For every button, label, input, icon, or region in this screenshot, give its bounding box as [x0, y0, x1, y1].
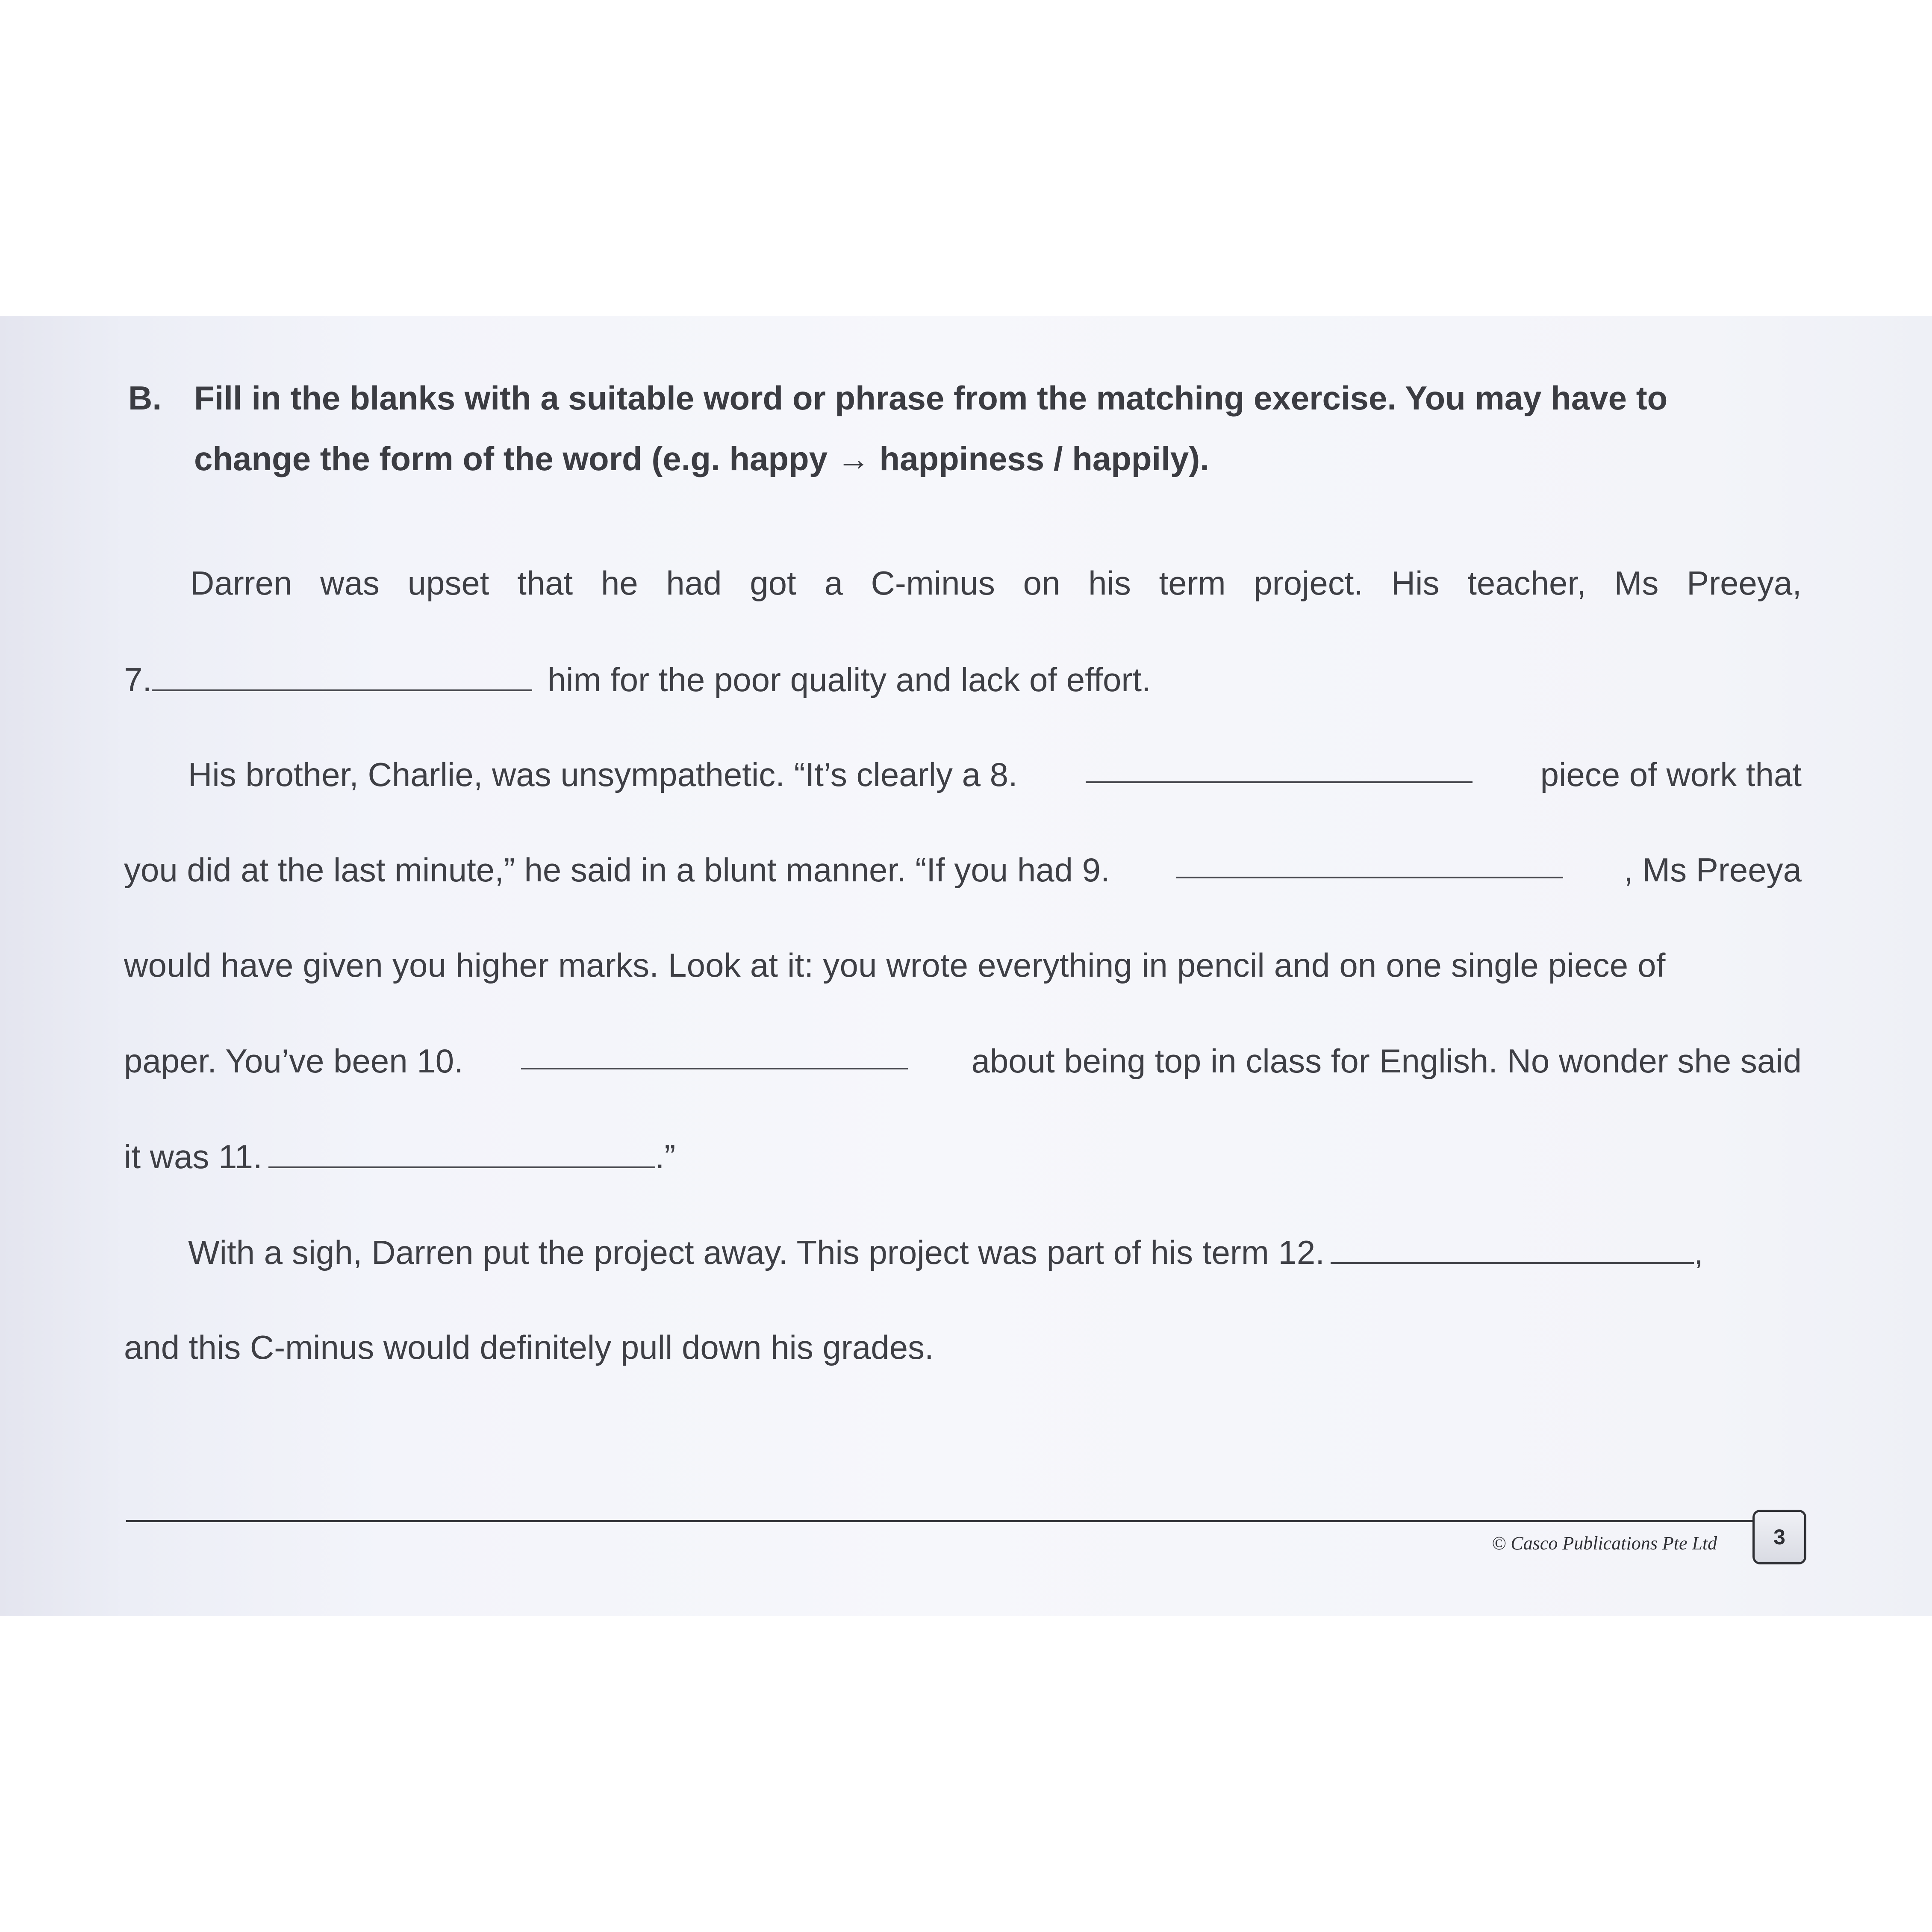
blank-7[interactable]: [152, 689, 532, 691]
word: his: [1088, 564, 1131, 602]
passage-text: , Ms Preeya: [1623, 851, 1802, 889]
passage-line-2: [124, 658, 1804, 701]
word: he: [601, 564, 638, 602]
passage-text: ,: [1693, 1234, 1703, 1271]
blank-12[interactable]: [1331, 1262, 1694, 1264]
blank-7-label: 7.: [124, 661, 152, 698]
word: upset: [407, 564, 489, 602]
section-heading: [128, 368, 1821, 489]
page-number: 3: [1752, 1510, 1806, 1564]
copyright-notice: © Casco Publications Pte Ltd: [1492, 1533, 1717, 1554]
word: got: [750, 564, 796, 602]
instruction-line-2: change the form of the word (e.g. happy → happiness / happily).: [194, 440, 1209, 477]
passage-line-6: [124, 1040, 1802, 1082]
instruction-line-1: Fill in the blanks with a suitable word or phrase from the matching exercise. You may have to: [194, 379, 1668, 417]
passage-text: paper. You’ve been 10.: [124, 1042, 463, 1080]
word: term: [1159, 564, 1226, 602]
passage-line-7: [124, 1135, 1804, 1178]
passage-line-4: [124, 848, 1802, 891]
passage-text: would have given you higher marks. Look at it: you wrote everything in pencil and on one single piece of: [124, 946, 1666, 984]
passage-line-3: [188, 753, 1802, 796]
word: Preeya,: [1687, 564, 1802, 602]
passage-text: and this C-minus would definitely pull down his grades.: [124, 1328, 934, 1366]
passage-line-5: [124, 944, 1802, 987]
word: had: [666, 564, 722, 602]
word: teacher,: [1467, 564, 1586, 602]
passage-text: His brother, Charlie, was unsympathetic. “It’s clearly a 8.: [188, 756, 1018, 793]
footer-divider: [126, 1520, 1757, 1522]
word: on: [1023, 564, 1060, 602]
word: C-minus: [871, 564, 995, 602]
passage-text: about being top in class for English. No wonder she said: [971, 1042, 1802, 1080]
word: His: [1391, 564, 1440, 602]
passage-text: With a sigh, Darren put the project away. This project was part of his term 12.: [188, 1234, 1325, 1271]
word: project.: [1254, 564, 1364, 602]
blank-10[interactable]: [521, 1068, 908, 1069]
passage-text: it was 11.: [124, 1138, 262, 1175]
passage-text: piece of work that: [1540, 756, 1802, 793]
word: that: [517, 564, 573, 602]
passage-line-9: [124, 1326, 1804, 1369]
passage-text: him for the poor quality and lack of effort.: [547, 661, 1151, 698]
passage-text: .”: [655, 1138, 676, 1175]
word: was: [320, 564, 380, 602]
word: Ms: [1614, 564, 1659, 602]
passage-line-1: [190, 562, 1802, 604]
blank-11[interactable]: [268, 1166, 655, 1168]
section-letter: B.: [128, 379, 162, 417]
passage-text: you did at the last minute,” he said in a blunt manner. “If you had 9.: [124, 851, 1110, 889]
blank-9[interactable]: [1176, 877, 1563, 878]
blank-8[interactable]: [1086, 781, 1473, 783]
word: a: [824, 564, 843, 602]
word: Darren: [190, 564, 292, 602]
passage-line-8: [188, 1231, 1802, 1274]
